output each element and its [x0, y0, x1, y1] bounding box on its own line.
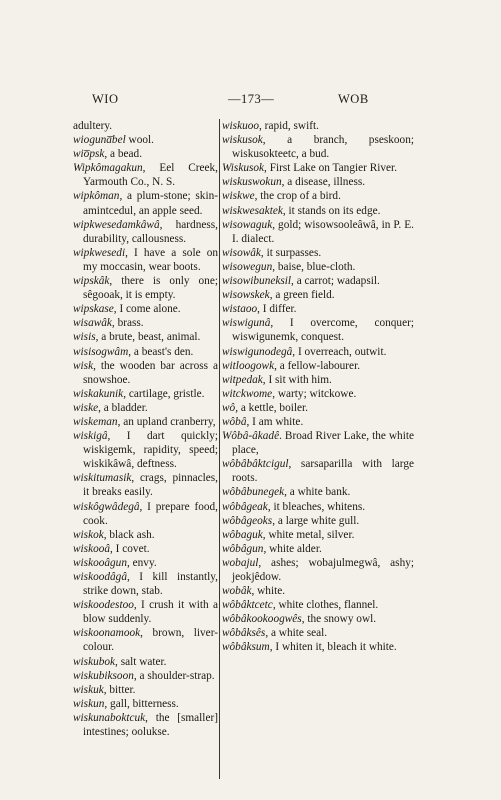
- entry-headword: wiskôgwâdegâ: [73, 500, 140, 513]
- entry-definition: , I crush it with a blow suddenly.: [83, 599, 218, 626]
- dictionary-entry: [222, 556, 414, 584]
- dictionary-entry: [73, 316, 218, 330]
- entry-headword: wiskitumasik: [73, 472, 132, 485]
- entry-headword: wiskok: [73, 528, 104, 541]
- dictionary-entry: [222, 626, 414, 640]
- entry-headword: wôbâbunegek: [222, 486, 285, 499]
- entry-headword: Wôbâ-âkadê: [222, 430, 280, 443]
- entry-definition: , cartilage, gristle.: [123, 387, 205, 400]
- entry-headword: wiskakunik: [73, 387, 124, 400]
- entry-headword: wôbâgeak: [222, 500, 268, 513]
- entry-definition: , there is only one; sêgooak, it is empty.: [83, 275, 218, 302]
- dictionary-entry: [222, 612, 414, 626]
- entry-headword: wiskwesaktek: [222, 204, 283, 217]
- entry-definition: adultery.: [73, 120, 113, 132]
- entry-definition: , brown, liver-colour.: [83, 627, 218, 654]
- entry-headword: wiskooâ: [73, 542, 111, 555]
- dictionary-entry: [73, 697, 218, 711]
- entry-headword: witpedak: [222, 373, 263, 386]
- entry-definition: , white.: [251, 585, 286, 598]
- entry-definition: , a bead.: [104, 148, 143, 161]
- entry-definition: , the wooden bar across a snowshoe.: [83, 359, 218, 386]
- entry-headword: wipkôman: [73, 190, 120, 203]
- dictionary-entry: [73, 401, 218, 415]
- entry-headword: wisis: [73, 331, 96, 344]
- dictionary-entry: [73, 218, 218, 246]
- dictionary-entry: [222, 274, 414, 288]
- entry-headword: wisowegun: [222, 260, 273, 273]
- dictionary-entry: [222, 119, 414, 133]
- entry-headword: wiskubok: [73, 655, 116, 668]
- entry-definition: , I overcome, conquer; wiswigunemk, conquest.: [232, 317, 414, 344]
- running-head-right: WOB: [338, 92, 369, 106]
- entry-definition: , a green field.: [269, 289, 335, 302]
- entry-headword: wiskoonamook: [73, 627, 141, 640]
- dictionary-entry: [222, 316, 414, 344]
- dictionary-entry: [73, 119, 218, 133]
- entry-definition: , a white seal.: [265, 627, 328, 640]
- entry-definition: wool.: [125, 134, 154, 147]
- entry-headword: wio̅psk: [73, 148, 105, 161]
- entry-headword: wiskuoo: [222, 120, 260, 132]
- dictionary-entry: [222, 514, 414, 528]
- entry-headword: wisk: [73, 359, 94, 372]
- entry-definition: , it surpasses.: [260, 246, 322, 259]
- entry-definition: , the [smaller] intestines; oolukse.: [83, 711, 218, 739]
- entry-definition: , First Lake on Tangier River.: [264, 162, 398, 175]
- entry-definition: , black ash.: [103, 528, 155, 541]
- dictionary-entry: [73, 133, 218, 147]
- entry-headword: wiske: [73, 401, 99, 414]
- dictionary-entry: [73, 542, 218, 556]
- entry-headword: wisowskek: [222, 289, 270, 302]
- entry-headword: Wiskusok: [222, 162, 265, 175]
- entry-definition: , I sit with him.: [262, 373, 332, 386]
- dictionary-entry: [73, 626, 218, 654]
- entry-definition: , I covet.: [110, 542, 150, 555]
- dictionary-entry: [222, 204, 414, 218]
- entry-headword: wôbâksês: [222, 627, 266, 640]
- entry-headword: Wipkômagakun: [73, 162, 143, 175]
- entry-definition: , white alder.: [263, 542, 322, 555]
- dictionary-entry: [222, 359, 414, 373]
- entry-definition: , a beast's den.: [128, 345, 194, 358]
- entry-headword: wôbaguk: [222, 528, 263, 541]
- dictionary-entry: [73, 189, 218, 217]
- dictionary-entry: [222, 401, 414, 415]
- entry-headword: wiskeman: [73, 415, 118, 428]
- entry-headword: wisowibuneksil: [222, 275, 292, 288]
- dictionary-entry: [222, 542, 414, 556]
- page-header: [0, 92, 501, 110]
- dictionary-entry: [73, 471, 218, 499]
- entry-definition: , a fellow-labourer.: [274, 359, 361, 372]
- dictionary-entry: [73, 359, 218, 387]
- entry-headword: wiskoodâgâ: [73, 571, 127, 583]
- entry-definition: , gold; wisowsooleâwâ, in P. E. I. dialect.: [232, 218, 414, 245]
- dictionary-entry: [222, 429, 414, 457]
- dictionary-entry: [222, 500, 414, 514]
- entry-headword: wiskusok: [222, 134, 263, 147]
- dictionary-entry: [222, 415, 414, 429]
- dictionary-entry: [222, 246, 414, 260]
- entry-definition: , a large white gull.: [272, 514, 360, 527]
- dictionary-entry: [73, 387, 218, 401]
- entry-headword: wobajul: [222, 556, 259, 569]
- entry-definition: , the snowy owl.: [301, 613, 377, 626]
- entry-headword: witloogowk: [222, 359, 275, 372]
- dictionary-entry: [73, 528, 218, 542]
- entry-headword: wisisogwâm: [73, 345, 129, 358]
- entry-definition: , a brute, beast, animal.: [95, 331, 201, 344]
- dictionary-entry: [222, 584, 414, 598]
- dictionary-entry: [73, 302, 218, 316]
- dictionary-entry: [73, 711, 218, 739]
- entry-headword: wôbâgun: [222, 542, 264, 555]
- dictionary-entry: [222, 302, 414, 316]
- entry-headword: wiskoodestoo: [73, 599, 134, 612]
- entry-headword: wisawâk: [73, 317, 112, 330]
- entry-headword: wipskase: [73, 303, 114, 316]
- entry-headword: wiskooâgun: [73, 556, 127, 569]
- entry-headword: wiswigunodegâ: [222, 345, 293, 358]
- entry-definition: , a kettle, boiler.: [235, 401, 308, 414]
- dictionary-entry: [222, 528, 414, 542]
- dictionary-entry: [73, 669, 218, 683]
- entry-headword: wôbâ: [222, 415, 247, 428]
- entry-definition: , Eel Creek, Yarmouth Co., N. S.: [83, 162, 218, 189]
- entry-definition: , brass.: [111, 317, 144, 330]
- entry-definition: , I am white.: [246, 415, 304, 428]
- entry-definition: , I have a sole on my moccasin, wear boots.: [83, 246, 218, 273]
- entry-headword: wiskun: [73, 697, 105, 710]
- entry-definition: , I overreach, outwit.: [292, 345, 387, 358]
- dictionary-entry: [73, 429, 218, 471]
- entry-headword: wipkwesedi: [73, 246, 126, 259]
- dictionary-entry: [222, 485, 414, 499]
- entry-headword: wôbâbâktcigul: [222, 458, 289, 471]
- entry-headword: wôbâksum: [222, 641, 270, 654]
- entry-definition: , a plum-stone; skin-amintcedul, an apple seed.: [83, 190, 218, 217]
- entry-definition: , an upland cranberry,: [117, 415, 216, 428]
- dictionary-entry: [73, 330, 218, 344]
- entry-definition: , gall, bitterness.: [104, 697, 179, 710]
- dictionary-entry: [222, 457, 414, 485]
- entry-definition: , envy.: [126, 556, 157, 569]
- entry-definition: , rapid, swift.: [259, 120, 319, 132]
- entry-definition: , white clothes, flannel.: [272, 599, 379, 612]
- entry-headword: witckwome: [222, 387, 273, 400]
- dictionary-entry: [73, 683, 218, 697]
- entry-definition: , white metal, silver.: [262, 528, 355, 541]
- entry-definition: , sarsaparilla with large roots.: [232, 458, 414, 485]
- entry-definition: , a shoulder-strap.: [133, 669, 215, 682]
- dictionary-entry: [222, 387, 414, 401]
- entry-headword: wiskuswokun: [222, 176, 282, 189]
- entry-headword: wôbâkookoogwês: [222, 613, 302, 626]
- dictionary-entry: [222, 260, 414, 274]
- entry-headword: wiskwe: [222, 190, 255, 203]
- dictionary-entry: [73, 655, 218, 669]
- dictionary-entry: [73, 556, 218, 570]
- dictionary-entry: [222, 345, 414, 359]
- dictionary-entry: [222, 133, 414, 161]
- entry-definition: , I whiten it, bleach it white.: [269, 641, 397, 654]
- entry-definition: , it bleaches, whitens.: [267, 500, 366, 513]
- dictionary-entry: [73, 570, 218, 598]
- dictionary-entry: [73, 345, 218, 359]
- entry-definition: , bitter.: [103, 683, 136, 696]
- dictionary-body: [0, 119, 501, 779]
- entry-definition: , crags, pinnacles, it breaks easily.: [83, 472, 218, 499]
- dictionary-entry: [222, 175, 414, 189]
- dictionary-entry: [222, 189, 414, 203]
- dictionary-entry: [222, 598, 414, 612]
- dictionary-entry: [222, 218, 414, 246]
- entry-headword: wiskigâ: [73, 430, 108, 443]
- entry-headword: wiskunaboktcuk: [73, 711, 146, 724]
- running-head-left: WIO: [92, 92, 119, 106]
- left-column: [73, 119, 218, 739]
- dictionary-entry: [73, 161, 218, 189]
- entry-definition: , I prepare food, cook.: [83, 500, 218, 527]
- dictionary-entry: [73, 147, 218, 161]
- entry-headword: wiskuk: [73, 683, 104, 696]
- entry-definition: , baise, blue-cloth.: [272, 260, 356, 273]
- entry-headword: wô: [222, 401, 236, 414]
- entry-headword: wipkwesedamkâwâ: [73, 218, 160, 231]
- entry-definition: , warty; witckowe.: [272, 387, 357, 400]
- dictionary-entry: [73, 274, 218, 302]
- dictionary-entry: [73, 246, 218, 274]
- entry-headword: wistaoo: [222, 303, 258, 316]
- entry-definition: , a branch, pseskoon; wiskusokteetc, a bud.: [232, 134, 414, 161]
- dictionary-entry: [73, 415, 218, 429]
- entry-definition: , I differ.: [257, 303, 297, 316]
- entry-definition: , a disease, illness.: [281, 176, 366, 189]
- entry-headword: wiswigunâ: [222, 317, 271, 330]
- entry-definition: , the crop of a bird.: [254, 190, 341, 203]
- entry-definition: . Broad River Lake, the white place,: [232, 430, 414, 457]
- entry-definition: , hardness, durability, callousness.: [83, 218, 218, 245]
- entry-definition: , I come alone.: [113, 303, 181, 316]
- entry-definition: , a white bank.: [284, 486, 351, 499]
- entry-headword: wioguna̅bel: [73, 134, 126, 147]
- dictionary-entry: [73, 598, 218, 626]
- entry-definition: , salt water.: [115, 655, 167, 668]
- dictionary-entry: [222, 161, 414, 175]
- entry-headword: wipskâk: [73, 275, 110, 288]
- entry-headword: wôbâktcetc: [222, 599, 273, 612]
- dictionary-entry: [222, 288, 414, 302]
- entry-definition: , a bladder.: [98, 401, 148, 414]
- right-column: [222, 119, 414, 655]
- entry-headword: wisowaguk: [222, 218, 273, 231]
- entry-definition: , I kill instantly, strike down, stab.: [83, 571, 218, 598]
- entry-headword: wiskubiksoon: [73, 669, 134, 682]
- dictionary-entry: [73, 500, 218, 528]
- page-number: —173—: [228, 92, 275, 106]
- entry-headword: wôbâgeoks: [222, 514, 273, 527]
- entry-definition: , it stands on its edge.: [282, 204, 381, 217]
- entry-definition: , ashes; wobajulmegwâ, ashy; jeokjêdow.: [232, 556, 414, 583]
- dictionary-entry: [222, 373, 414, 387]
- entry-definition: , a carrot; wadapsil.: [291, 275, 380, 288]
- dictionary-entry: [222, 640, 414, 654]
- entry-headword: wobâk: [222, 585, 252, 598]
- entry-definition: , I dart quickly; wiskigemk, rapidity, speed; wiskikâwâ, deftness.: [83, 430, 218, 471]
- entry-headword: wisowâk: [222, 246, 261, 259]
